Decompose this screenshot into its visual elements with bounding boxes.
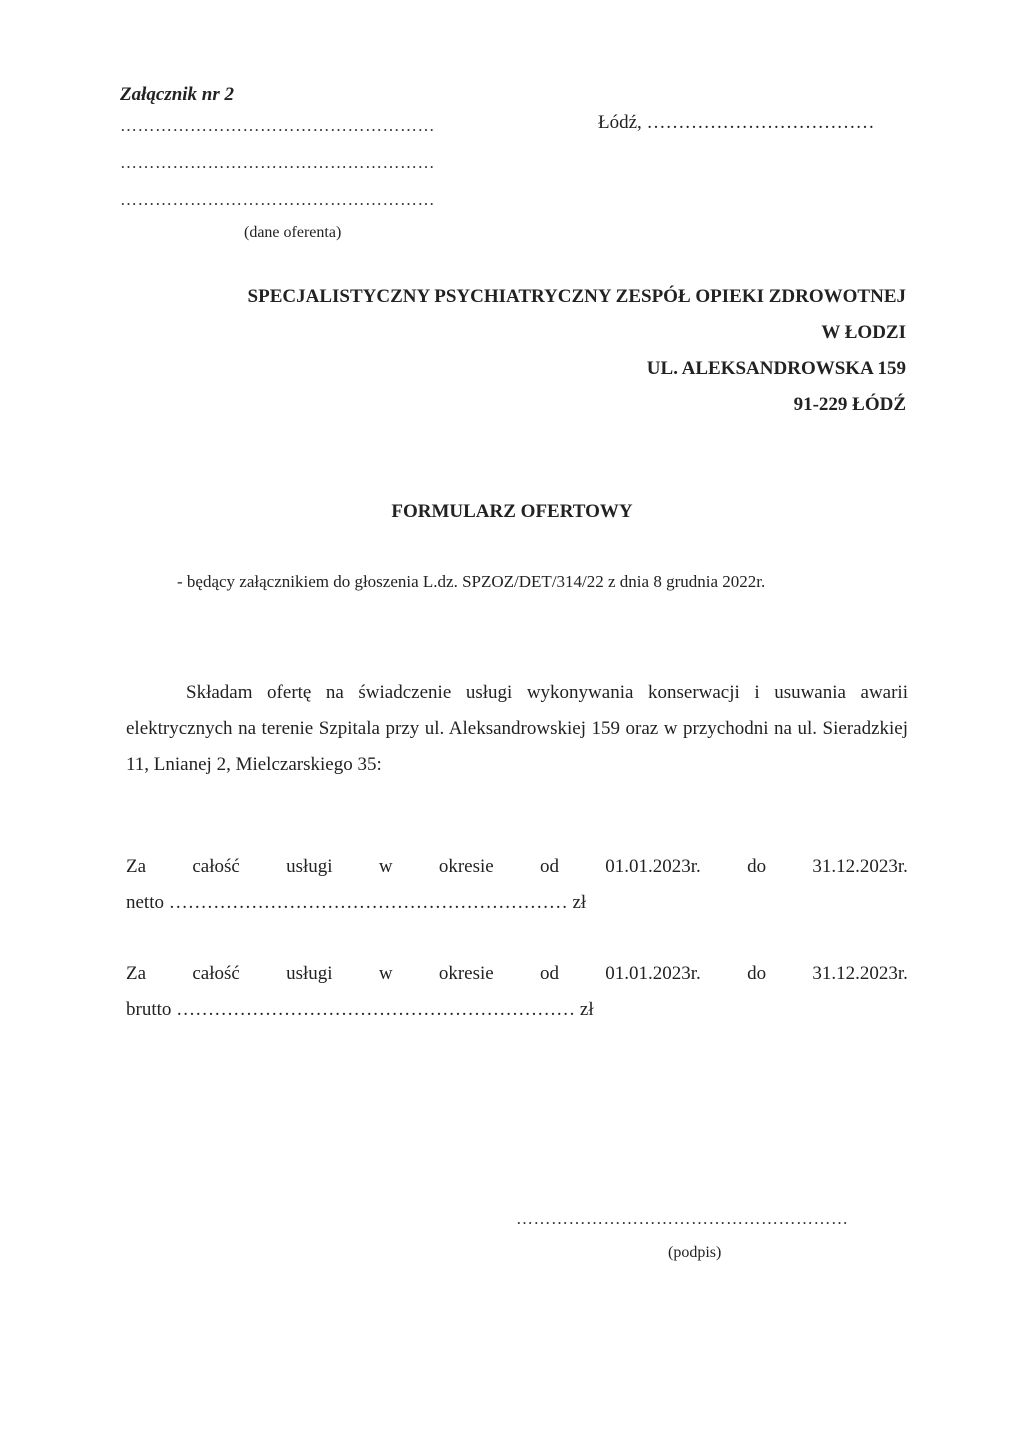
signature-caption: (podpis) — [668, 1244, 722, 1261]
recipient-city: W ŁODZI — [821, 322, 906, 343]
price-start-date: 01.01.2023r. — [605, 856, 701, 877]
price-word: okresie — [438, 856, 494, 877]
net-price-row — [126, 856, 908, 878]
price-word: w — [378, 963, 393, 984]
net-price-field: netto ……………………………………………………… zł — [126, 892, 587, 913]
offeror-data-field-3: ……………………………………………… — [120, 190, 435, 209]
price-word: całość — [192, 856, 240, 877]
gross-price-field: brutto ……………………………………………………… zł — [126, 999, 594, 1020]
recipient-name: SPECJALISTYCZNY PSYCHIATRYCZNY ZESPÓŁ OPIEKI ZDROWOTNEJ — [247, 286, 906, 307]
price-start-date: 01.01.2023r. — [605, 963, 701, 984]
place-date-field: Łódź, ……………………………… — [598, 112, 875, 133]
price-word: do — [747, 963, 767, 984]
form-subtitle: - będący załącznikiem do głoszenia L.dz. SPZOZ/DET/314/22 z dnia 8 grudnia 2022r. — [177, 572, 766, 591]
price-word: od — [540, 963, 559, 984]
signature-field: ………………………………………………… — [516, 1209, 849, 1228]
price-word: całość — [192, 963, 240, 984]
price-word: Za — [126, 856, 147, 877]
price-word: usługi — [286, 963, 333, 984]
offer-paragraph: Składam ofertę na świadczenie usługi wykonywania konserwacji i usuwania awarii elektrycznych na terenie Szpitala przy ul. Aleksandrowskiej 159 oraz w przychodni na ul. Sieradzkiej 11, Lnianej 2, Mielczarskiego 35: — [126, 682, 908, 775]
gross-price-row — [126, 963, 908, 985]
offeror-data-field-2: ……………………………………………… — [120, 153, 435, 172]
price-word: okresie — [438, 963, 494, 984]
recipient-postcode: 91-229 ŁÓDŹ — [793, 394, 906, 415]
offeror-data-caption: (dane oferenta) — [244, 224, 342, 241]
price-end-date: 31.12.2023r. — [812, 856, 908, 877]
recipient-street: UL. ALEKSANDROWSKA 159 — [646, 358, 906, 379]
price-word: w — [378, 856, 393, 877]
price-word: usługi — [286, 856, 333, 877]
attachment-label: Załącznik nr 2 — [120, 84, 235, 105]
offeror-data-field-1: ……………………………………………… — [120, 116, 435, 135]
form-title: FORMULARZ OFERTOWY — [391, 501, 633, 522]
price-word: do — [747, 856, 767, 877]
price-word: od — [540, 856, 559, 877]
price-end-date: 31.12.2023r. — [812, 963, 908, 984]
price-word: Za — [126, 963, 147, 984]
